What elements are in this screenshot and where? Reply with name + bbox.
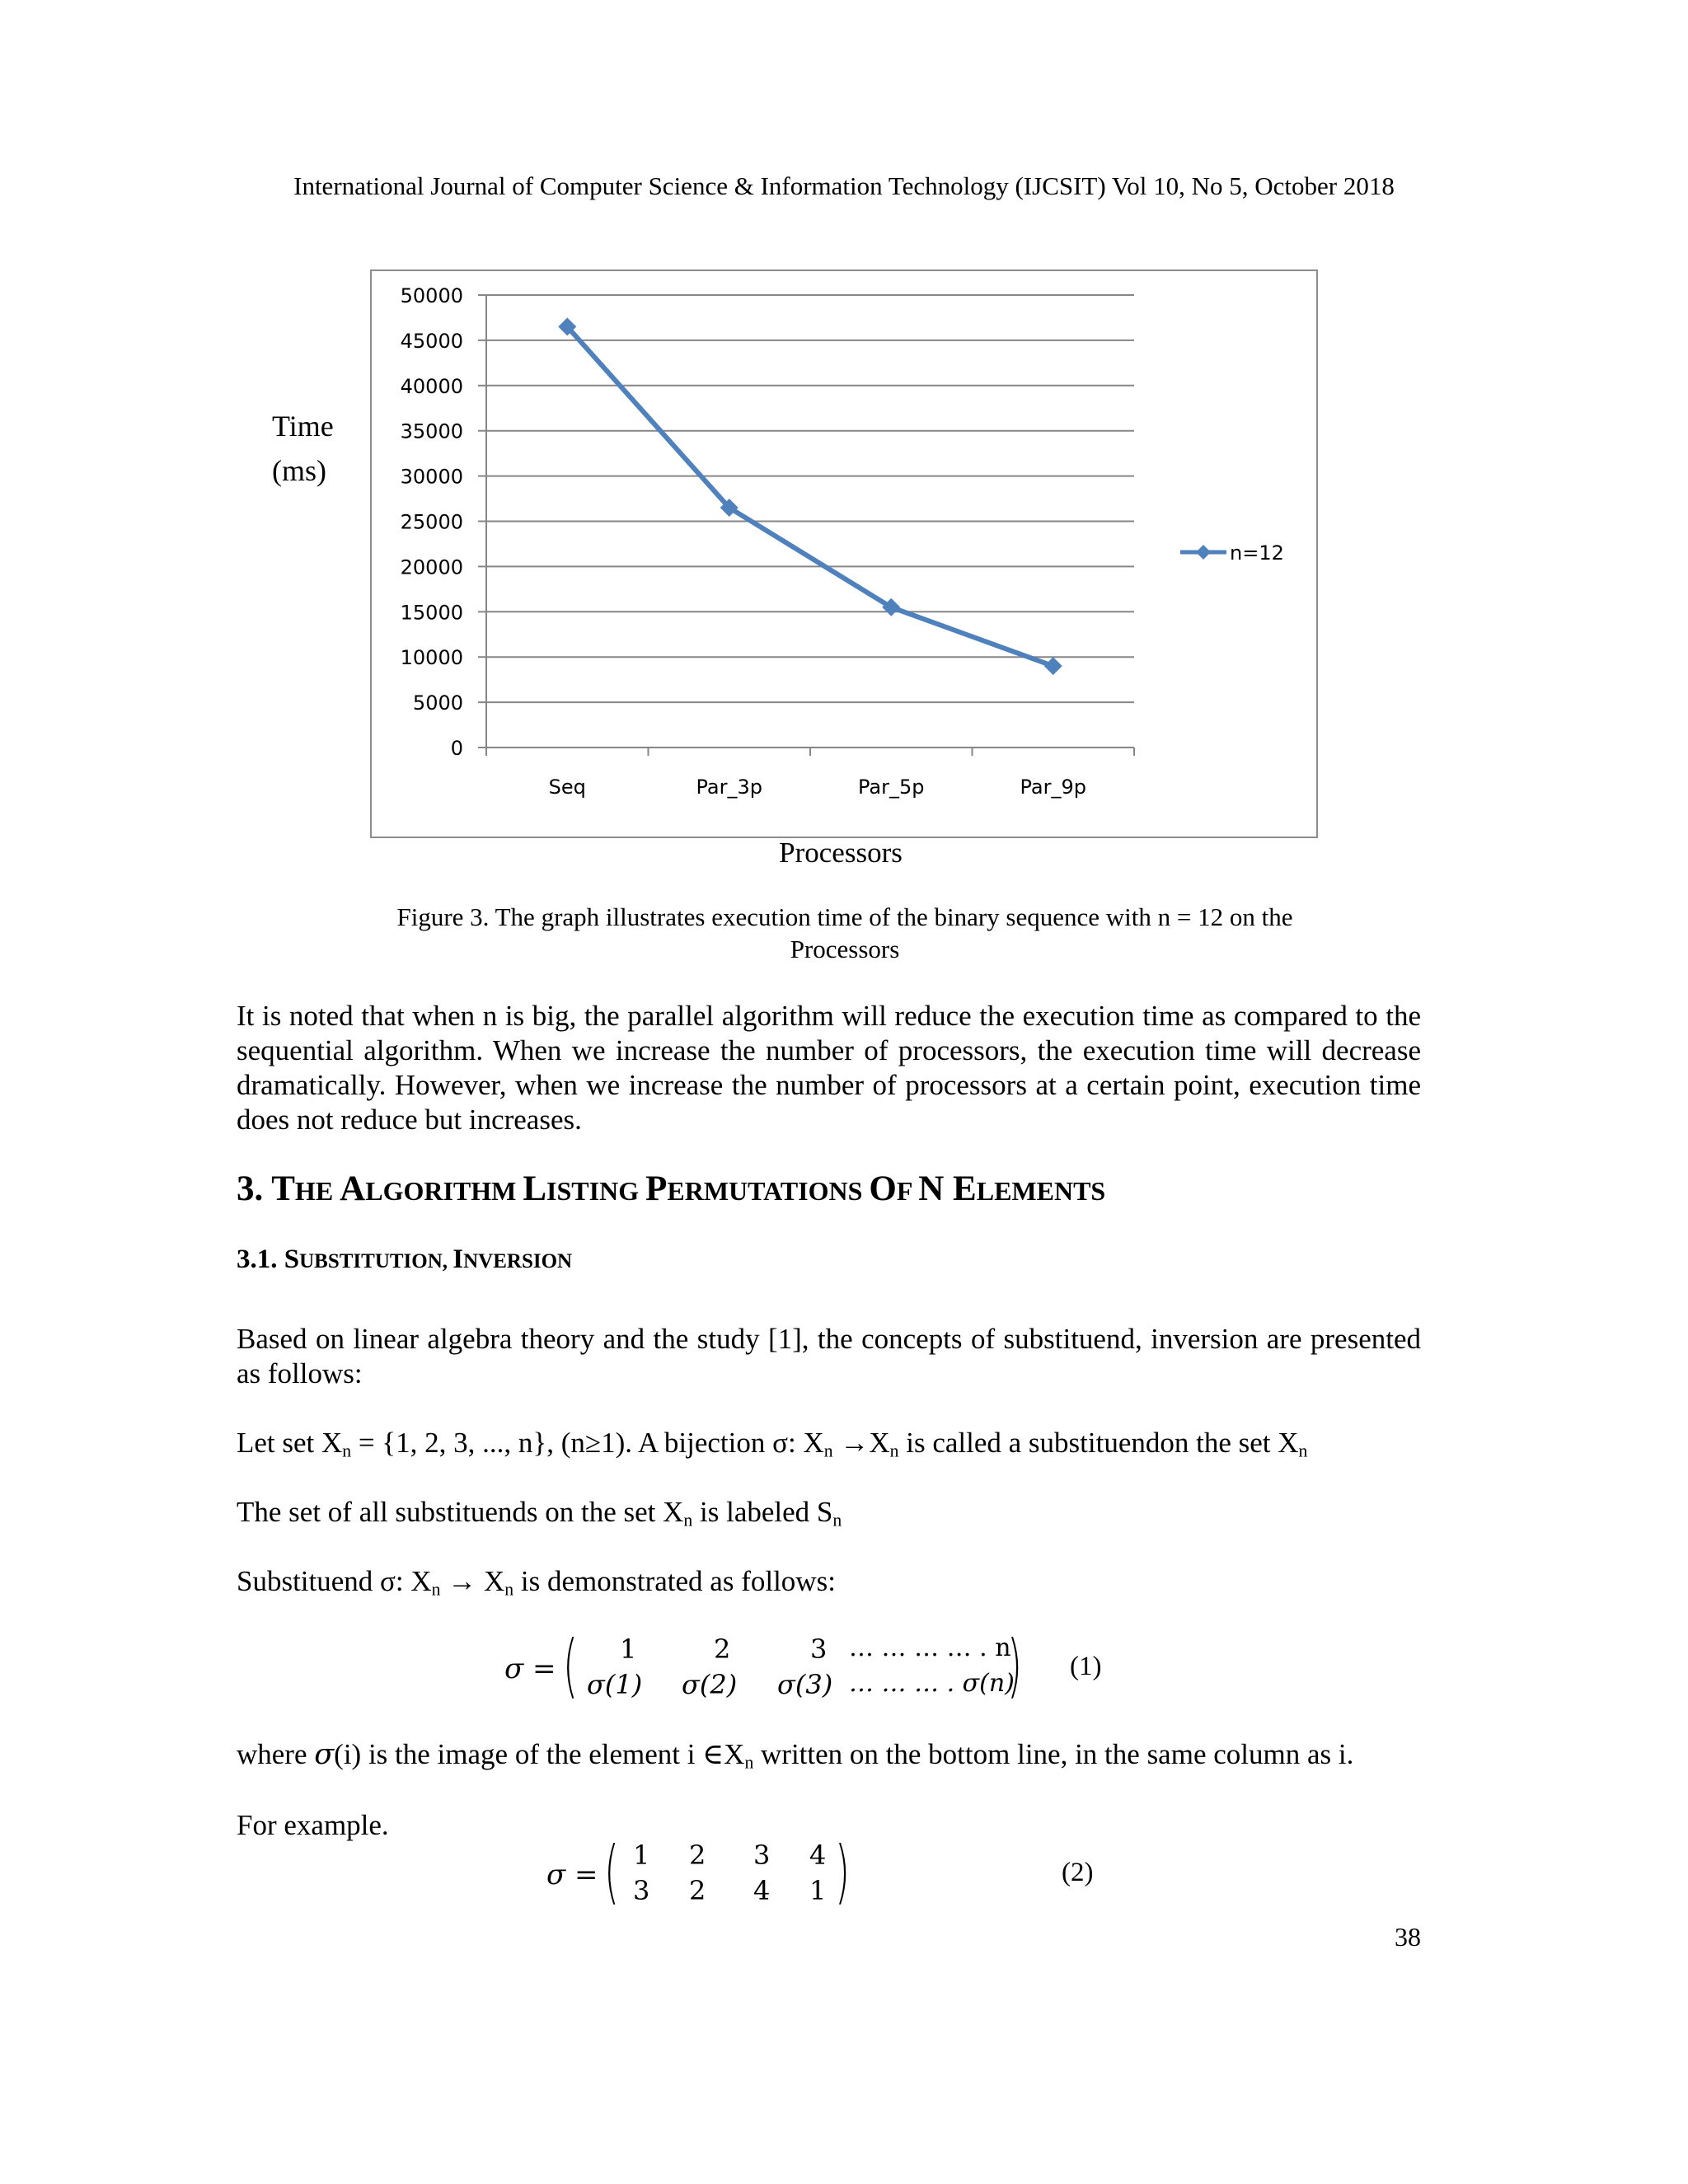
running-header: International Journal of Computer Science & Information Technology (IJCSIT) Vol 10, No 5, October 2018 — [293, 171, 1395, 200]
y-tick-label: 5000 — [412, 691, 463, 715]
body-paragraph-1: It is noted that when n is big, the parallel algorithm will reduce the execution time as compared to the sequential algorithm. When we increase the number of processors, the execution time will decrease dramatically. However, when we increase the number of processors at a certain point, execution time does not reduce but increases. — [237, 1000, 1421, 1136]
eq2-bottom-1: 3 — [633, 1875, 650, 1906]
section-number: 3. — [237, 1169, 264, 1208]
y-axis-label-line2: (ms) — [272, 454, 326, 487]
y-tick-label: 45000 — [400, 329, 463, 353]
page-number: 38 — [1395, 1922, 1421, 1952]
series-line — [567, 326, 1053, 666]
eq1-top-1: 1 — [620, 1633, 637, 1665]
figure-caption — [272, 901, 1418, 965]
definition-line-let: Let set $X_n = \{1$, 2, 3, ..., n}, (n≥1). A bijection σ: $X_n \to X_n$ is called a substituendon the set $X_n$ — [237, 1427, 1308, 1461]
y-tick-label: 20000 — [400, 555, 463, 579]
eq2-bottom-3: 4 — [753, 1875, 771, 1906]
eq1-top-4: … … … … . n — [849, 1633, 1011, 1662]
eq1-number: (1) — [1070, 1652, 1102, 1681]
line-chart — [0, 0, 1688, 907]
subsection-heading-3-1: 3.1. SUBSTITUTION, INVERSION — [237, 1244, 573, 1274]
for-example-text: For example. — [237, 1809, 389, 1841]
eq2-top-4: 4 — [809, 1840, 827, 1871]
definition-line-demo: Substituend σ: $X_n \to X_n$ is demonstrated as follows: — [237, 1565, 836, 1600]
y-tick-label: 10000 — [400, 646, 463, 670]
eq2-top-1: 1 — [633, 1840, 650, 1871]
eq2-right-paren: ) — [835, 1831, 851, 1912]
definition-line-set: The set of all substituends on the set $X_n$ is labeled $S_n$ — [237, 1496, 842, 1530]
eq1-left-paren: ( — [563, 1625, 579, 1706]
y-axis-label-line1: Time — [272, 410, 334, 443]
y-axis-label — [272, 404, 334, 493]
x-tick-label: Seq — [548, 776, 586, 799]
eq2-top-3: 3 — [753, 1840, 771, 1871]
figure-caption-line1: Figure 3. The graph illustrates execution time of the binary sequence with n = 12 on the — [396, 902, 1293, 931]
section-heading-3: 3. THE ALGORITHM LISTING PERMUTATIONS OF N ELEMENTS — [237, 1169, 1106, 1208]
data-point-marker — [1044, 657, 1062, 675]
eq1-top-3: 3 — [810, 1633, 828, 1665]
eq1-bottom-4: … … … . σ(n) — [849, 1669, 1015, 1698]
x-axis-label: Processors — [779, 837, 903, 869]
eq2-number: (2) — [1062, 1858, 1094, 1887]
explanation-line-where: where σ(i) is the image of the element i $\in X_n$ written on the bottom line, in the same column as i. — [237, 1738, 1354, 1773]
eq1-bottom-2: σ(2) — [682, 1669, 738, 1700]
eq2-bottom-4: 1 — [809, 1875, 827, 1906]
y-tick-label: 25000 — [400, 510, 463, 534]
y-tick-label: 15000 — [400, 601, 463, 625]
x-tick-label: Par_9p — [1020, 776, 1086, 799]
y-tick-label: 50000 — [400, 284, 463, 307]
y-tick-label: 40000 — [400, 374, 463, 398]
eq2-left-paren: ( — [604, 1831, 620, 1912]
eq1-top-2: 2 — [714, 1633, 731, 1665]
y-tick-label: 30000 — [400, 465, 463, 489]
eq1-bottom-1: σ(1) — [587, 1669, 643, 1700]
legend-label: n=12 — [1230, 541, 1284, 565]
eq2-lhs: σ = — [546, 1858, 598, 1891]
eq2-bottom-2: 2 — [689, 1875, 706, 1906]
eq1-right-paren: ) — [1007, 1625, 1023, 1706]
y-tick-label: 0 — [450, 737, 463, 760]
legend-marker — [1196, 545, 1211, 560]
figure-caption-line2: Processors — [790, 935, 900, 963]
subsection-number: 3.1. — [237, 1244, 278, 1274]
eq1-bottom-3: σ(3) — [777, 1669, 833, 1700]
eq1-lhs: σ = — [504, 1652, 556, 1685]
body-paragraph-2: Based on linear algebra theory and the study [1], the concepts of substituend, inversion are presented as follows: — [237, 1323, 1421, 1390]
y-tick-label: 35000 — [400, 419, 463, 443]
x-tick-label: Par_3p — [696, 776, 762, 799]
x-tick-label: Par_5p — [858, 776, 925, 799]
eq2-top-2: 2 — [689, 1840, 706, 1871]
